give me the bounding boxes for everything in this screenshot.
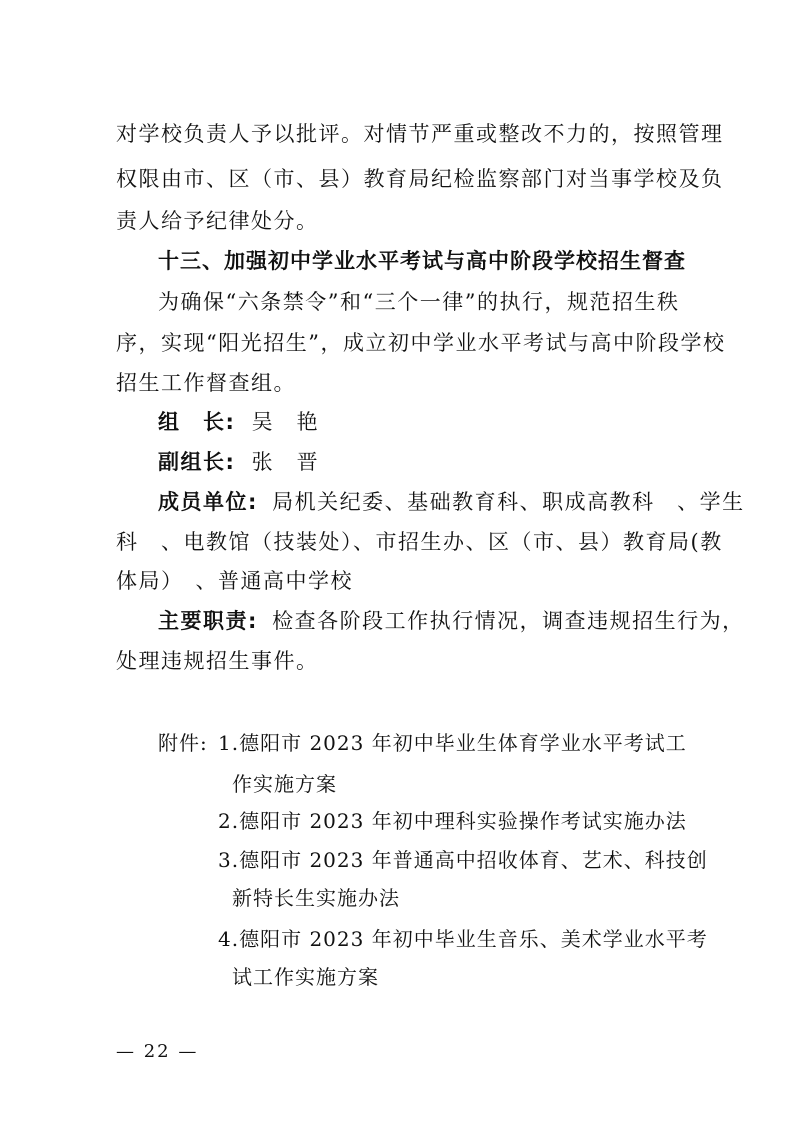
- leader-name: 吴 艳: [251, 410, 320, 434]
- intro-line: 招生工作督查组。: [116, 371, 296, 395]
- deputy-label: 副组长:: [158, 450, 236, 474]
- attachment-item-1-cont: 作实施方案: [232, 772, 337, 796]
- attachment-item-3-cont: 新特长生实施办法: [232, 886, 400, 910]
- attachment-item-4: 4.德阳市 2023 年初中毕业生音乐、美术学业水平考: [218, 927, 708, 951]
- duties-line: 处理违规招生事件。: [116, 649, 319, 673]
- attachments-label: 附件:: [158, 731, 208, 755]
- section-heading: 十三、加强初中学业水平考试与高中阶段学校招生督查: [158, 249, 686, 273]
- attachment-item-2: 2.德阳市 2023 年初中理科实验操作考试实施办法: [218, 809, 687, 833]
- attachment-item-3: 3.德阳市 2023 年普通高中招收体育、艺术、科技创: [218, 848, 708, 872]
- deputy-row: [158, 448, 738, 476]
- paragraph-line: 对学校负责人予以批评。对情节严重或整改不力的，按照管理: [116, 122, 724, 146]
- members-label: 成员单位:: [158, 490, 258, 514]
- attachment-item-4-cont: 试工作实施方案: [232, 965, 379, 989]
- leader-label: 组 长:: [158, 410, 236, 434]
- duties-text: 检查各阶段工作执行情况，调查违规招生行为，: [272, 609, 745, 633]
- leader-row: [158, 408, 738, 436]
- members-row: [158, 488, 745, 516]
- attachment-item-1: 1.德阳市 2023 年初中毕业生体育学业水平考试工: [218, 731, 687, 755]
- members-text: 局机关纪委、基础教育科、职成高教科 、学生: [272, 490, 745, 514]
- deputy-name: 张 晋: [251, 450, 320, 474]
- intro-line: 序，实现“阳光招生”，成立初中学业水平考试与高中阶段学校: [116, 331, 726, 355]
- duties-label: 主要职责:: [158, 609, 258, 633]
- duties-row: [158, 607, 745, 635]
- page-number: — 22 —: [116, 1041, 199, 1062]
- members-line: 科 、电教馆（技装处）、市招生办、区（市、县）教育局(教: [116, 530, 723, 554]
- members-line: 体局） 、普通高中学校: [116, 569, 353, 593]
- paragraph-line: 权限由市、区（市、县）教育局纪检监察部门对当事学校及负: [116, 167, 724, 191]
- paragraph-line: 责人给予纪律处分。: [116, 209, 319, 233]
- intro-line: 为确保“六条禁令”和“三个一律”的执行，规范招生秩: [158, 290, 680, 314]
